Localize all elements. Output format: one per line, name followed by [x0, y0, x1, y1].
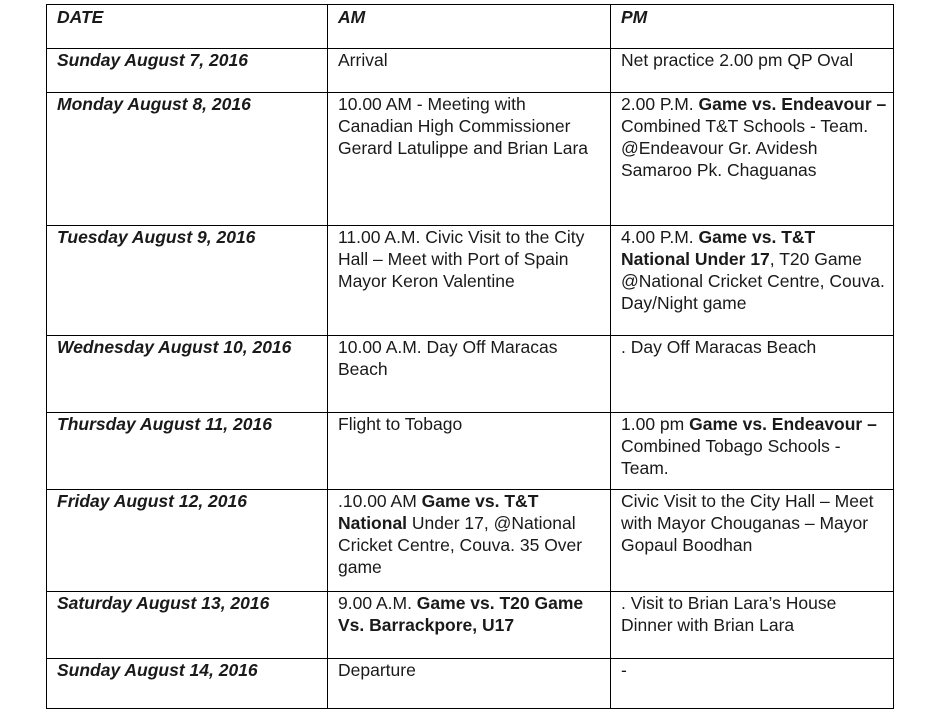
bold-text: Game vs. T20 Game Vs. Barrackpore, U17 [338, 593, 584, 635]
cell-text: 1.00 pm [621, 414, 690, 434]
am-cell [328, 413, 611, 490]
schedule-row [47, 659, 894, 709]
header-row [47, 5, 894, 49]
date-cell: Tuesday August 9, 2016 [47, 226, 328, 336]
bold-text: Game vs. T&T National [338, 491, 539, 533]
cell-text: Under 17, @National Cricket Centre, Couva. 35 Over game [338, 513, 583, 577]
header-date: DATE [47, 5, 328, 49]
cell-text: 10.00 AM - Meeting with Canadian High Commissioner Gerard Latulippe and Brian Lara [338, 94, 589, 158]
schedule-row [47, 490, 894, 592]
pm-cell [611, 49, 894, 93]
pm-cell [611, 226, 894, 336]
pm-cell [611, 592, 894, 659]
cell-text: 10.00 A.M. Day Off Maracas Beach [338, 337, 558, 379]
am-cell [328, 93, 611, 226]
cell-text: Civic Visit to the City Hall – Meet with Mayor Chouganas – Mayor Gopaul Boodhan [621, 491, 874, 555]
pm-cell [611, 659, 894, 709]
cell-text: - [621, 660, 627, 680]
cell-text: 9.00 A.M. [338, 593, 417, 613]
cell-text: Combined T&T Schools - Team. @Endeavour Gr. Avidesh Samaroo Pk. Chaguanas [621, 116, 869, 180]
pm-cell [611, 336, 894, 413]
cell-text: 2.00 P.M. [621, 94, 699, 114]
cell-text: Net practice 2.00 pm QP Oval [621, 50, 854, 70]
cell-text: Flight to Tobago [338, 414, 463, 434]
cell-text: 11.00 A.M. Civic Visit to the City Hall – Meet with Port of Spain Mayor Keron Valentine [338, 227, 585, 291]
bold-text: Game vs. Endeavour – [689, 414, 877, 434]
date-cell: Sunday August 14, 2016 [47, 659, 328, 709]
schedule-table [46, 4, 894, 709]
schedule-row [47, 336, 894, 413]
pm-cell [611, 93, 894, 226]
schedule-row [47, 226, 894, 336]
date-cell: Thursday August 11, 2016 [47, 413, 328, 490]
date-cell: Sunday August 7, 2016 [47, 49, 328, 93]
am-cell [328, 336, 611, 413]
schedule-row [47, 592, 894, 659]
am-cell [328, 49, 611, 93]
schedule-row [47, 413, 894, 490]
bold-text: Game vs. Endeavour – [698, 94, 887, 114]
schedule-body [47, 5, 894, 709]
cell-text: , T20 Game @National Cricket Centre, Couva. Day/Night game [621, 249, 885, 313]
cell-text: Arrival [338, 50, 388, 70]
pm-cell [611, 413, 894, 490]
cell-text: . Day Off Maracas Beach [621, 337, 817, 357]
bold-text: Game vs. T&T National Under 17 [621, 227, 816, 269]
date-cell: Saturday August 13, 2016 [47, 592, 328, 659]
am-cell [328, 592, 611, 659]
am-cell [328, 659, 611, 709]
header-am: AM [328, 5, 611, 49]
cell-text: Combined Tobago Schools -Team. [621, 436, 841, 478]
cell-text: Departure [338, 660, 416, 680]
pm-cell [611, 490, 894, 592]
header-pm: PM [611, 5, 894, 49]
schedule-row [47, 93, 894, 226]
date-cell: Monday August 8, 2016 [47, 93, 328, 226]
cell-text: . Visit to Brian Lara’s House Dinner with Brian Lara [621, 593, 837, 635]
date-cell: Friday August 12, 2016 [47, 490, 328, 592]
am-cell [328, 490, 611, 592]
am-cell [328, 226, 611, 336]
cell-text: .10.00 AM [338, 491, 422, 511]
date-cell: Wednesday August 10, 2016 [47, 336, 328, 413]
cell-text: 4.00 P.M. [621, 227, 699, 247]
schedule-row [47, 49, 894, 93]
